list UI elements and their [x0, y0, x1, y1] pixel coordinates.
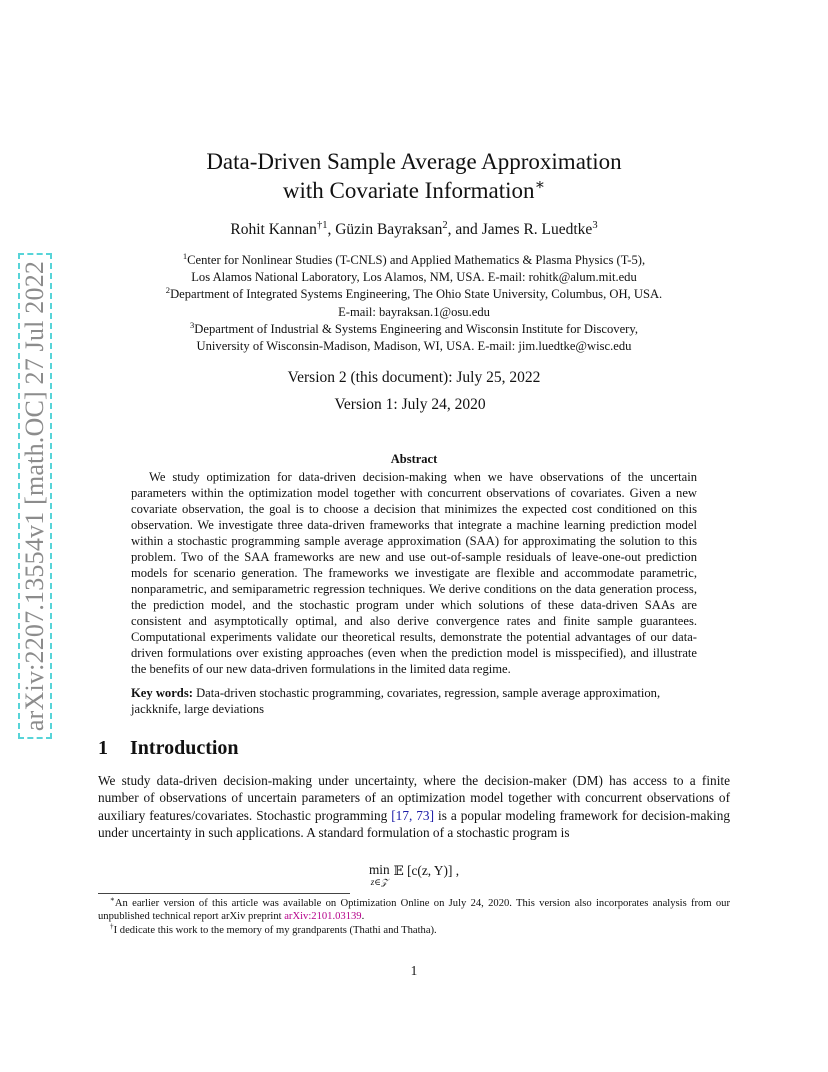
keywords [131, 685, 697, 717]
abstract-heading: Abstract [390, 452, 438, 466]
paper-title [0, 147, 828, 205]
footnote-rule [98, 893, 350, 894]
footnote-text: An earlier version of this article was available on Optimization Online on July 24, 2020. This version also incorporates analysis from our unpublished technical report arXiv preprint [98, 898, 730, 923]
min-op-text: min [368, 862, 390, 877]
author-separator: , [327, 221, 336, 238]
author-mark: 3 [592, 219, 598, 231]
affiliation-text: Department of Industrial & Systems Engineering and Wisconsin Institute for Discovery, [194, 321, 638, 336]
author-name: Rohit Kannan [230, 221, 317, 238]
author-list [0, 219, 828, 241]
affiliation-mark: 2 [165, 285, 171, 296]
author-separator: , and [447, 221, 482, 238]
affiliation-mark: 1 [182, 250, 188, 261]
footnote-mark: † [110, 922, 114, 931]
intro-paragraph [98, 772, 730, 841]
affiliation-line: University of Wisconsin-Madison, Madison, WI, USA. E-mail: jim.luedtke@wisc.edu [196, 339, 632, 354]
author-mark: †1 [316, 219, 328, 231]
keywords-label: Key words: [131, 686, 193, 700]
title-line-2: with Covariate Information [282, 178, 535, 203]
title-footnote-mark: ∗ [534, 176, 546, 194]
arxiv-link[interactable]: arXiv:2101.03139 [284, 911, 362, 923]
abstract-body: We study optimization for data-driven decision-making when we have observations of the uncertain parameters within the optimization model together with concurrent observations of covariates. Given a new covariate observation, the goal is to choose a decision that minimizes the expected cost conditioned on this observation. We investigate three data-driven frameworks that integrate a machine learning prediction model within a stochastic programming sample average approximation (SAA) for approximating the solution to this problem. Two of the SAA frameworks are new and use out-of-sample residuals of leave-one-out prediction models for scenario generation. The frameworks we investigate are flexible and accommodate parametric, nonparametric, and semiparametric regression techniques. We derive conditions on the data generation process, the prediction model, and the stochastic program under which solutions of these data-driven SAAs are consistent and asymptotically optimal, and also derive convergence rates and finite sample guarantees. Computational experiments validate our theoretical results, demonstrate the potential advantages of our data-driven formulations over existing approaches (even when the prediction model is misspecified), and illustrate the benefits of our new data-driven formulations in the limited data regime. [131, 470, 697, 676]
section-number: 1 [98, 737, 108, 759]
affiliation-line [0, 252, 828, 269]
affiliation-line: Los Alamos National Laboratory, Los Alamos, NM, USA. E-mail: rohitk@alum.mit.edu [191, 270, 637, 285]
section-heading [98, 737, 239, 760]
min-subscript: z∈𝒵 [370, 877, 388, 887]
version-info [0, 364, 828, 418]
footnote-1 [98, 897, 730, 924]
footnote-text: I dedicate this work to the memory of my grandparents (Thathi and Thatha). [113, 924, 437, 936]
version-1: Version 1: July 24, 2020 [334, 396, 486, 413]
arxiv-identifier: arXiv:2207.13554v1 [math.OC] 27 Jul 2022 [18, 253, 52, 739]
affiliation-line: E-mail: bayraksan.1@osu.edu [338, 304, 490, 319]
equation [0, 862, 828, 887]
footnotes [98, 897, 730, 937]
keywords-text: Data-driven stochastic programming, covariates, regression, sample average approximation, jackknife, large deviations [131, 686, 661, 716]
affiliation-text: Department of Integrated Systems Engineering, The Ohio State University, Columbus, OH, USA. [170, 287, 663, 302]
author-name: Güzin Bayraksan [335, 221, 443, 238]
affiliation-line [0, 321, 828, 338]
title-line-2-wrap [0, 176, 828, 205]
citation-link[interactable]: [17, 73] [391, 807, 435, 823]
min-operator [369, 863, 390, 887]
author-mark: 2 [442, 219, 448, 231]
footnote-mark: ∗ [110, 895, 115, 904]
affiliations [0, 252, 828, 355]
footnote-2 [98, 924, 730, 937]
author-name: James R. Luedtke [481, 221, 593, 238]
affiliation-text: Center for Nonlinear Studies (T-CNLS) and Applied Mathematics & Plasma Physics (T-5), [187, 253, 646, 267]
affiliation-mark: 3 [190, 319, 195, 330]
page-number: 1 [410, 963, 418, 978]
affiliation-line [0, 286, 828, 303]
title-line-1: Data-Driven Sample Average Approximation [206, 149, 622, 174]
section-title: Introduction [130, 737, 239, 759]
intro-text: is a popular modeling framework for decision-making under uncertainty in such applications. A standard formulation of a stochastic program is [98, 807, 730, 840]
equation-body: 𝔼 [c(z, Y)] , [393, 863, 460, 878]
footnote-punct: . [361, 911, 365, 923]
intro-text: We study data-driven decision-making under uncertainty, where the decision-maker (DM) has access to a finite number of observations of uncertain parameters of an optimization model together with concurrent observations of auxiliary features/covariates. Stochastic programming [98, 773, 730, 823]
version-2: Version 2 (this document): July 25, 2022 [287, 369, 541, 386]
